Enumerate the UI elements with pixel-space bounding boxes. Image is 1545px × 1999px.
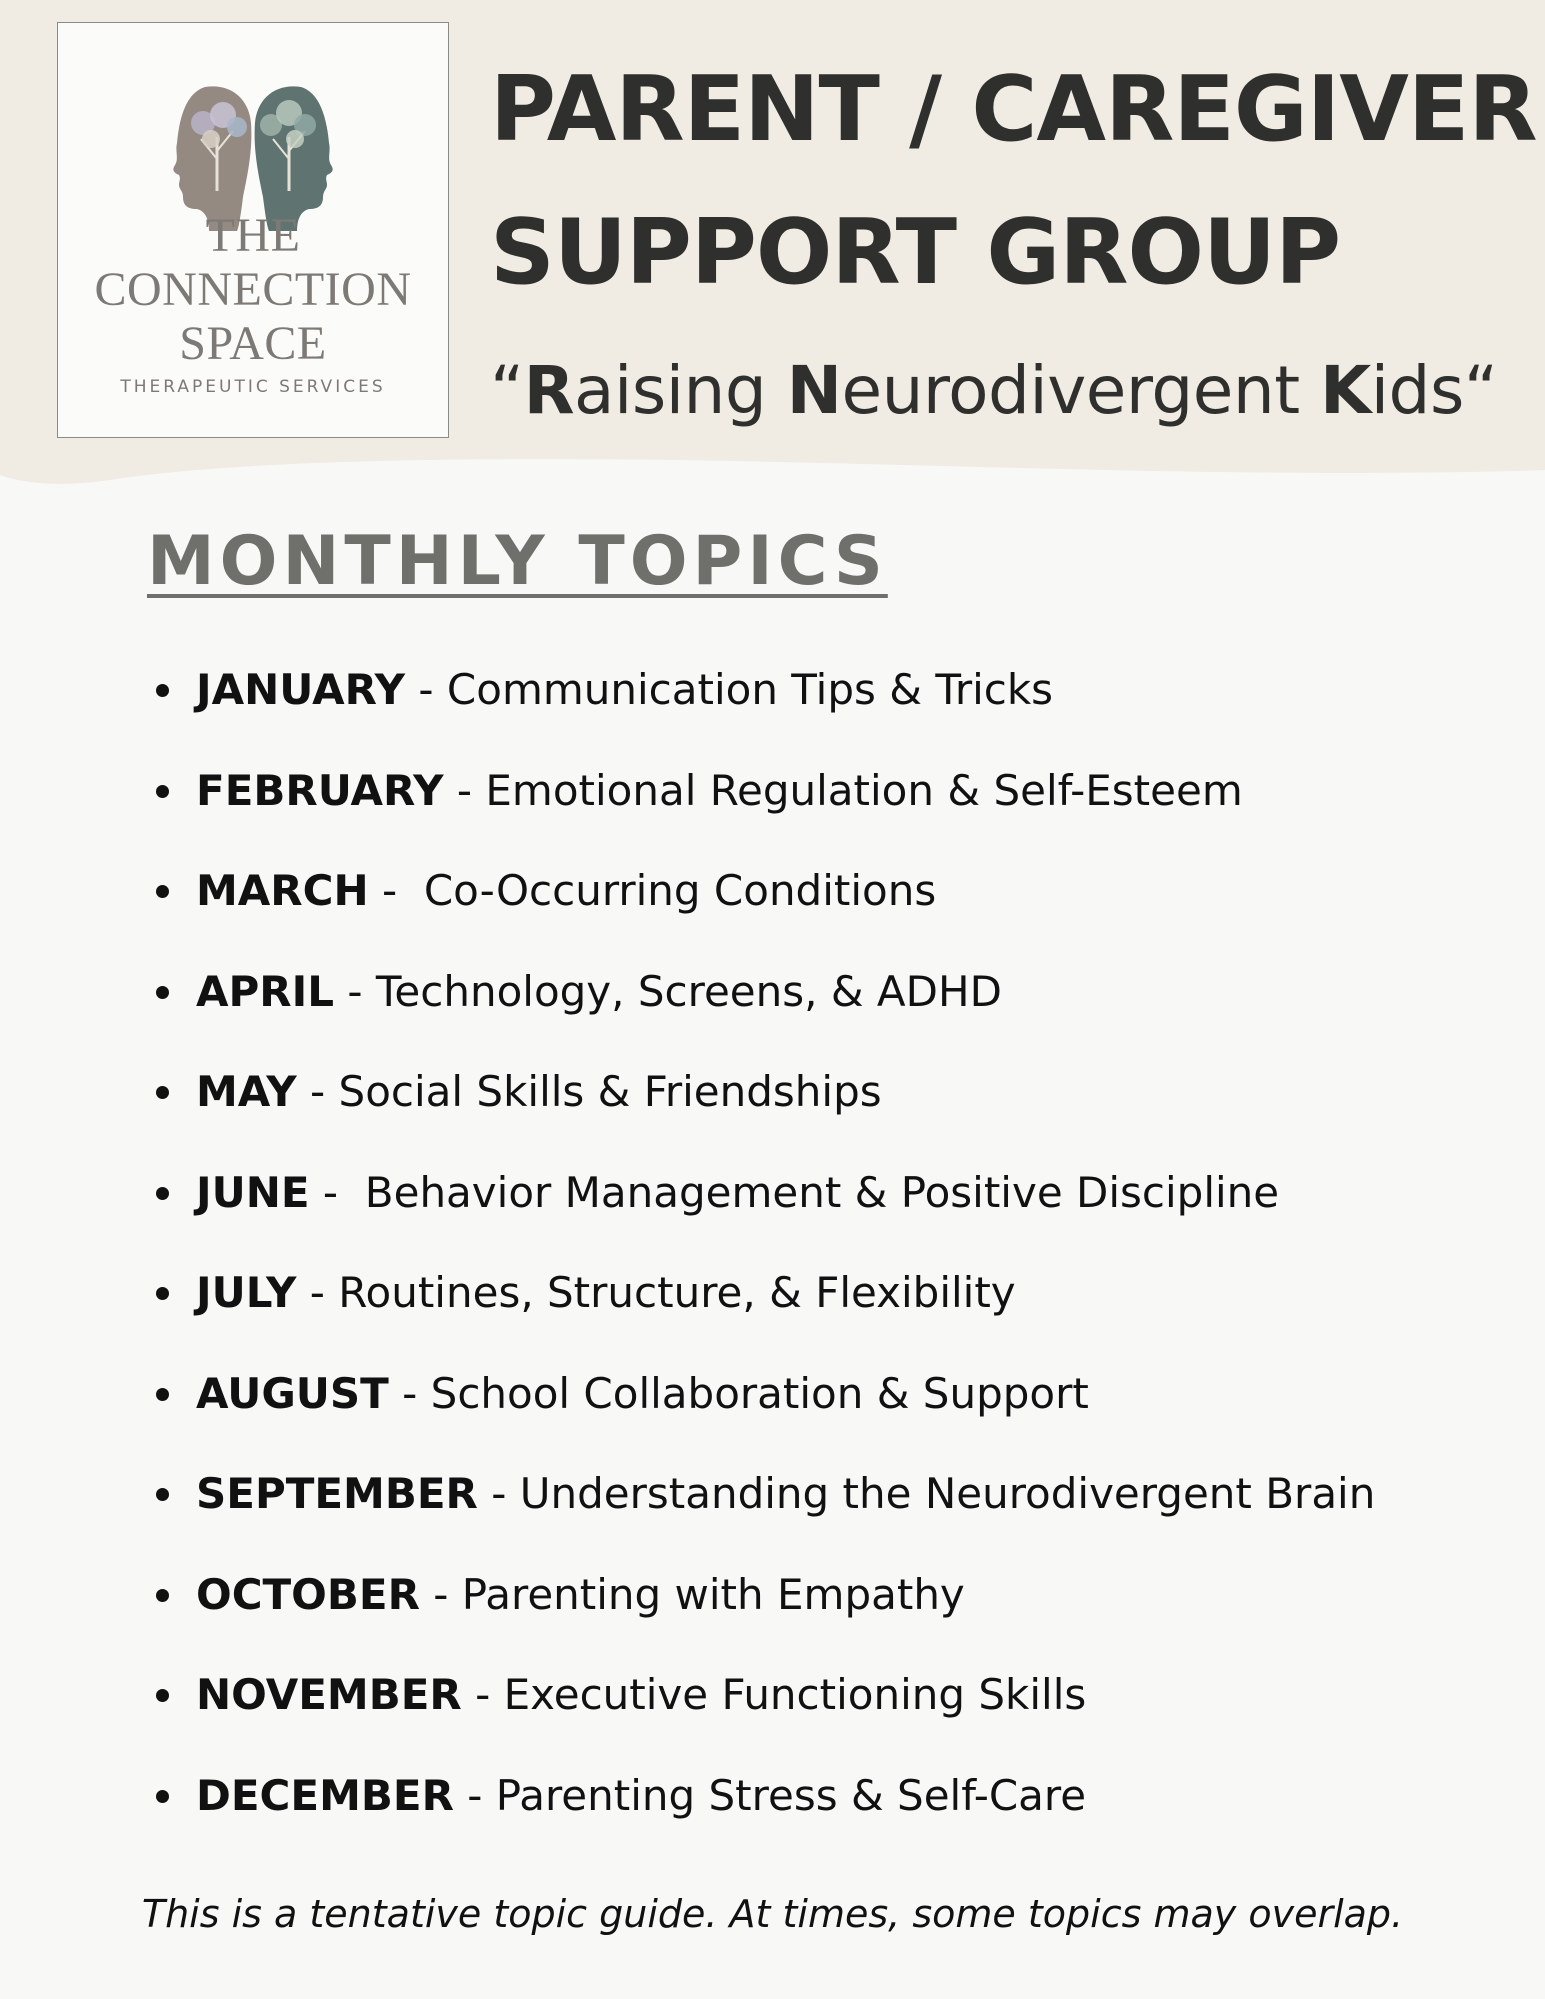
topic-month: FEBRUARY [196, 765, 444, 815]
subtitle-word-neurodivergent: eurodivergent [841, 352, 1321, 429]
bullet-icon [156, 1589, 169, 1602]
list-item [150, 1157, 1375, 1258]
title-line-1: PARENT / CAREGIVER [490, 57, 1537, 162]
topic-month: MAY [196, 1067, 297, 1116]
logo-text-connection: CONNECTION [94, 263, 412, 316]
topic-description: - Co-Occurring Conditions [368, 866, 937, 915]
bullet-icon [156, 785, 169, 798]
topic-month: JANUARY [196, 665, 406, 714]
page-subtitle [490, 352, 1498, 429]
topic-description: - Understanding the Neurodivergent Brain [477, 1469, 1376, 1518]
list-item [150, 755, 1375, 856]
page-title [490, 38, 1537, 324]
bullet-icon [156, 1790, 169, 1803]
topic-description: - Communication Tips & Tricks [405, 665, 1054, 714]
list-item [150, 1358, 1375, 1459]
topic-description: - Executive Functioning Skills [461, 1670, 1087, 1719]
bullet-icon [156, 986, 169, 999]
logo-text-space: SPACE [179, 317, 327, 370]
topic-month: JUNE [196, 1167, 310, 1217]
logo-subtitle: THERAPEUTIC SERVICES [120, 377, 386, 397]
subtitle-initial-k: K [1320, 352, 1371, 429]
topic-description: - Technology, Screens, & ADHD [334, 966, 1002, 1016]
bullet-icon [156, 1086, 169, 1099]
topic-month: MARCH [196, 866, 369, 915]
footer-note: This is a tentative topic guide. At times, some topics may overlap. [141, 1892, 1404, 1936]
topic-description: - Parenting with Empathy [419, 1569, 965, 1619]
bullet-icon [156, 885, 169, 898]
bullet-icon [156, 1488, 169, 1501]
list-item [150, 1257, 1375, 1358]
topic-month: NOVEMBER [196, 1670, 462, 1719]
list-item [150, 1659, 1375, 1760]
list-item [150, 654, 1375, 755]
subtitle-open-quote: “ [490, 352, 524, 429]
subtitle-word-raising: aising [574, 352, 787, 429]
topic-month: AUGUST [196, 1368, 389, 1418]
topic-description: - Routines, Structure, & Flexibility [296, 1268, 1016, 1317]
section-heading: MONTHLY TOPICS [147, 522, 888, 601]
topic-month: OCTOBER [196, 1569, 420, 1619]
title-line-2: SUPPORT GROUP [490, 200, 1341, 305]
subtitle-initial-r: R [523, 352, 575, 429]
logo-text-the: THE [205, 209, 301, 262]
topic-month: SEPTEMBER [196, 1469, 478, 1518]
list-item [150, 855, 1375, 956]
bullet-icon [156, 1187, 169, 1200]
logo [57, 22, 449, 438]
topic-description: - Emotional Regulation & Self-Esteem [443, 765, 1243, 815]
subtitle-close-quote: “ [1463, 352, 1498, 429]
topic-description: - Social Skills & Friendships [296, 1067, 882, 1116]
bullet-icon [156, 1287, 169, 1300]
list-item [150, 956, 1375, 1057]
topic-list [150, 654, 1375, 1860]
list-item [150, 1760, 1375, 1861]
list-item [150, 1559, 1375, 1660]
topic-month: DECEMBER [196, 1770, 454, 1820]
topic-description: - School Collaboration & Support [388, 1368, 1089, 1418]
topic-description: - Behavior Management & Positive Discipline [309, 1167, 1280, 1217]
topic-month: APRIL [196, 966, 335, 1016]
subtitle-initial-n: N [786, 352, 842, 429]
bullet-icon [156, 1689, 169, 1702]
list-item [150, 1458, 1375, 1559]
bullet-icon [156, 684, 169, 697]
list-item [150, 1056, 1375, 1157]
subtitle-word-kids: ids [1370, 352, 1464, 429]
bullet-icon [156, 1388, 169, 1401]
topic-description: - Parenting Stress & Self-Care [453, 1770, 1087, 1820]
topic-month: JULY [196, 1268, 297, 1317]
